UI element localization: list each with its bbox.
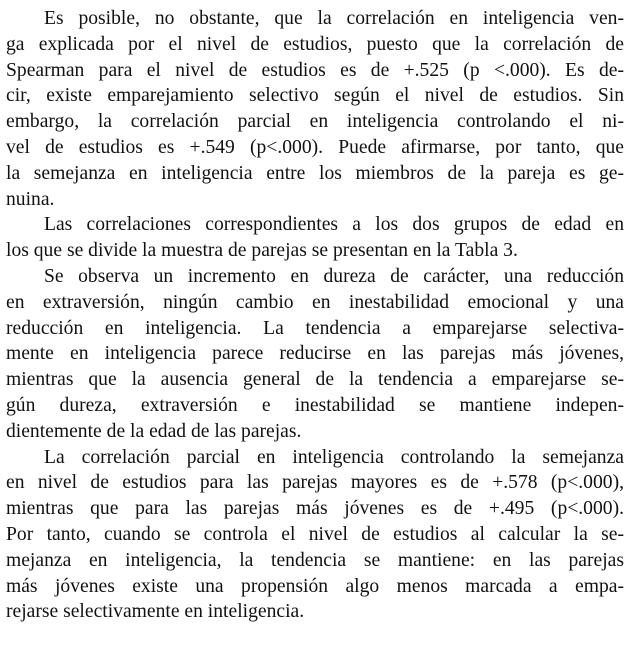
paragraph-1	[6, 6, 624, 212]
paragraph-2	[6, 212, 624, 264]
text-line: nuina.	[6, 188, 55, 210]
text-line: en nivel de estudios para las parejas mayores es de +.578 (p<.000),	[6, 472, 624, 494]
text-line: dientemente de la edad de las parejas.	[6, 420, 302, 442]
text-line: cir, existe emparejamiento selectivo según el nivel de estudios. Sin	[6, 85, 624, 107]
text-line: Por tanto, cuando se controla el nivel de estudios al calcular la se-	[6, 523, 624, 545]
text-line: rejarse selectivamente en inteligencia.	[6, 601, 305, 623]
paragraph-3	[6, 264, 624, 445]
text-line: Las correlaciones correspondientes a los dos grupos de edad en	[44, 214, 624, 236]
text-line: vel de estudios es +.549 (p<.000). Puede afirmarse, por tanto, que	[6, 136, 624, 158]
text-line: Spearman para el nivel de estudios es de +.525 (p <.000). Es de-	[6, 59, 624, 81]
text-line: mientras que la ausencia general de la tendencia a emparejarse se-	[6, 369, 624, 391]
text-line: mientras que para las parejas más jóvenes es de +.495 (p<.000).	[6, 498, 624, 520]
text-line: mente en inteligencia parece reducirse en las parejas más jóvenes,	[6, 343, 624, 365]
text-line: la semejanza en inteligencia entre los miembros de la pareja es ge-	[6, 162, 624, 184]
text-line: mejanza en inteligencia, la tendencia se mantiene: en las parejas	[6, 549, 624, 571]
text-line: Se observa un incremento en dureza de carácter, una reducción	[44, 265, 624, 287]
text-line: gún dureza, extraversión e inestabilidad se mantiene indepen-	[6, 394, 624, 416]
text-line: los que se divide la muestra de parejas se presentan en la Tabla 3.	[6, 240, 518, 262]
document-body	[6, 6, 624, 625]
text-line: embargo, la correlación parcial en inteligencia controlando el ni-	[6, 111, 624, 133]
paragraph-4	[6, 445, 624, 626]
text-line: La correlación parcial en inteligencia controlando la semejanza	[44, 446, 624, 468]
text-line: ga explicada por el nivel de estudios, puesto que la correlación de	[6, 33, 624, 55]
text-line: en extraversión, ningún cambio en inestabilidad emocional y una	[6, 291, 624, 313]
text-line: Es posible, no obstante, que la correlación en inteligencia ven-	[44, 8, 624, 29]
text-line: reducción en inteligencia. La tendencia a emparejarse selectiva-	[6, 317, 624, 339]
text-line: más jóvenes existe una propensión algo menos marcada a empa-	[6, 575, 624, 597]
